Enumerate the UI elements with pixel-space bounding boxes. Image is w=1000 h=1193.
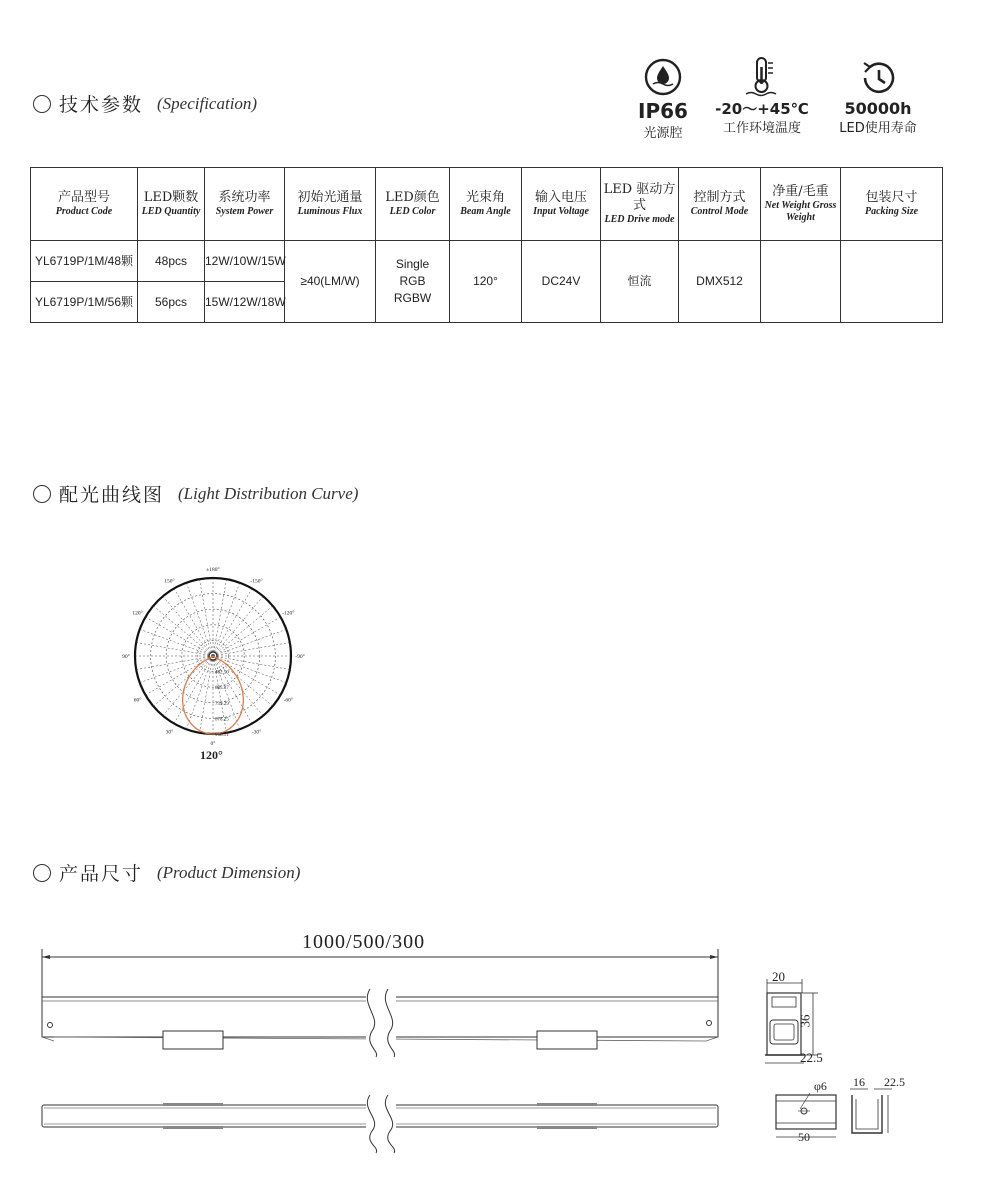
polar-spoke bbox=[213, 596, 263, 656]
clip-end-drawing bbox=[846, 1085, 906, 1145]
polar-spoke bbox=[213, 606, 273, 656]
cell-control: DMX512 bbox=[679, 241, 761, 323]
length-dimension-label: 1000/500/300 bbox=[302, 931, 426, 953]
dimension-title-en: (Product Dimension) bbox=[157, 862, 301, 882]
table-row bbox=[31, 241, 943, 282]
circle-bullet-icon bbox=[33, 864, 51, 882]
polar-angle-label: -60° bbox=[283, 697, 294, 704]
polar-angle-label: -150° bbox=[250, 578, 263, 585]
polar-spoke bbox=[213, 617, 281, 656]
beam-angle-label: 120° bbox=[200, 748, 223, 762]
polar-ring-label: 739.29 bbox=[215, 701, 229, 707]
header-packing-size: 包装尺寸 Packing Size bbox=[841, 168, 943, 241]
polar-spoke bbox=[213, 588, 252, 656]
end-width-label: 20 bbox=[772, 969, 785, 984]
header-luminous-flux: 初始光通量 Luminous Flux bbox=[285, 168, 376, 241]
dimension-section-title bbox=[33, 859, 300, 886]
header-drive-mode: LED 驱动方式 LED Drive mode bbox=[601, 168, 679, 241]
polar-angle-label: 0° bbox=[210, 741, 216, 747]
temperature-label: 工作环境温度 bbox=[722, 121, 801, 136]
spec-title-en: (Specification) bbox=[157, 93, 258, 113]
clock-icon bbox=[859, 60, 897, 96]
clip-length-label: 50 bbox=[798, 1130, 810, 1144]
cell-color: Single RGB RGBW bbox=[376, 241, 450, 323]
table-header-row bbox=[31, 168, 943, 241]
curve-title-en: (Light Distribution Curve) bbox=[178, 483, 359, 503]
cell-packing bbox=[841, 241, 943, 323]
curve-section-title bbox=[33, 480, 358, 507]
hole-diameter-label: φ6 bbox=[814, 1079, 827, 1093]
polar-spoke bbox=[163, 656, 213, 716]
lifetime-badge bbox=[830, 60, 926, 136]
circle-bullet-icon bbox=[33, 485, 51, 503]
polar-diagram bbox=[113, 556, 313, 756]
polar-angle-label: 150° bbox=[164, 578, 175, 585]
polar-angle-label: 120° bbox=[132, 610, 143, 617]
ip-rating-label: 光源腔 bbox=[643, 126, 683, 141]
polar-spoke bbox=[145, 617, 213, 656]
dimension-title-cn: 产品尺寸 bbox=[59, 863, 144, 885]
temperature-badge bbox=[712, 55, 812, 136]
spec-title-cn: 技术参数 bbox=[59, 94, 144, 116]
header-led-quantity: LED颗数 LED Quantity bbox=[138, 168, 205, 241]
polar-spoke bbox=[163, 596, 213, 656]
polar-ring-label: 968.11 bbox=[215, 733, 229, 738]
header-control-mode: 控制方式 Control Mode bbox=[679, 168, 761, 241]
header-weight: 净重/毛重 Net Weight Gross Weight bbox=[761, 168, 841, 241]
polar-ring-label: 482.50 bbox=[215, 670, 229, 676]
polar-spoke bbox=[174, 588, 213, 656]
cell-power: 15W/12W/18W bbox=[205, 282, 285, 323]
polar-spoke bbox=[174, 656, 213, 724]
clip-width-label: 16 bbox=[853, 1075, 865, 1089]
cell-code: YL6719P/1M/56颗 bbox=[31, 282, 138, 323]
temperature-range: -20～+45℃ bbox=[715, 100, 809, 118]
cell-voltage: DC24V bbox=[522, 241, 601, 323]
polar-angle-label: -30° bbox=[251, 729, 262, 736]
polar-spoke bbox=[153, 606, 213, 656]
cell-beam: 120° bbox=[450, 241, 522, 323]
ip-rating: IP66 bbox=[638, 99, 688, 123]
polar-ring-label: 878.25 bbox=[215, 717, 229, 723]
spec-section-title bbox=[33, 90, 257, 117]
ip66-badge bbox=[628, 58, 698, 141]
header-product-code: 产品型号 Product Code bbox=[31, 168, 138, 241]
spec-table bbox=[30, 167, 943, 323]
header-input-voltage: 输入电压 Input Voltage bbox=[522, 168, 601, 241]
polar-angle-label: -90° bbox=[295, 654, 305, 660]
lifetime-hours: 50000h bbox=[844, 99, 912, 118]
polar-ring-label: 685.37 bbox=[215, 686, 229, 692]
cell-code: YL6719P/1M/48颗 bbox=[31, 241, 138, 282]
header-beam-angle: 光束角 Beam Angle bbox=[450, 168, 522, 241]
lifetime-label: LED使用寿命 bbox=[839, 121, 917, 136]
cell-qty: 56pcs bbox=[138, 282, 205, 323]
cell-flux: ≥40(LM/W) bbox=[285, 241, 376, 323]
cell-drive: 恒流 bbox=[601, 241, 679, 323]
header-led-color: LED颜色 LED Color bbox=[376, 168, 450, 241]
polar-angle-label: -120° bbox=[282, 610, 295, 617]
clip-depth-label: 22.5 bbox=[884, 1075, 905, 1089]
profile-drawing bbox=[30, 945, 730, 1175]
circle-bullet-icon bbox=[33, 95, 51, 113]
end-height-label: 36 bbox=[797, 1014, 813, 1028]
polar-angle-label: 30° bbox=[165, 729, 174, 736]
header-system-power: 系统功率 System Power bbox=[205, 168, 285, 241]
cell-weight bbox=[761, 241, 841, 323]
thermometer-icon bbox=[744, 55, 780, 97]
cell-power: 12W/10W/15W bbox=[205, 241, 285, 282]
polar-angle-label: 60° bbox=[133, 697, 142, 704]
distribution-curve bbox=[183, 656, 244, 734]
polar-angle-label: ±180° bbox=[206, 567, 220, 573]
water-drop-icon bbox=[644, 58, 682, 96]
end-base-label: 22.5 bbox=[800, 1050, 823, 1065]
polar-angle-label: 90° bbox=[122, 654, 130, 660]
cell-qty: 48pcs bbox=[138, 241, 205, 282]
curve-title-cn: 配光曲线图 bbox=[59, 484, 165, 506]
